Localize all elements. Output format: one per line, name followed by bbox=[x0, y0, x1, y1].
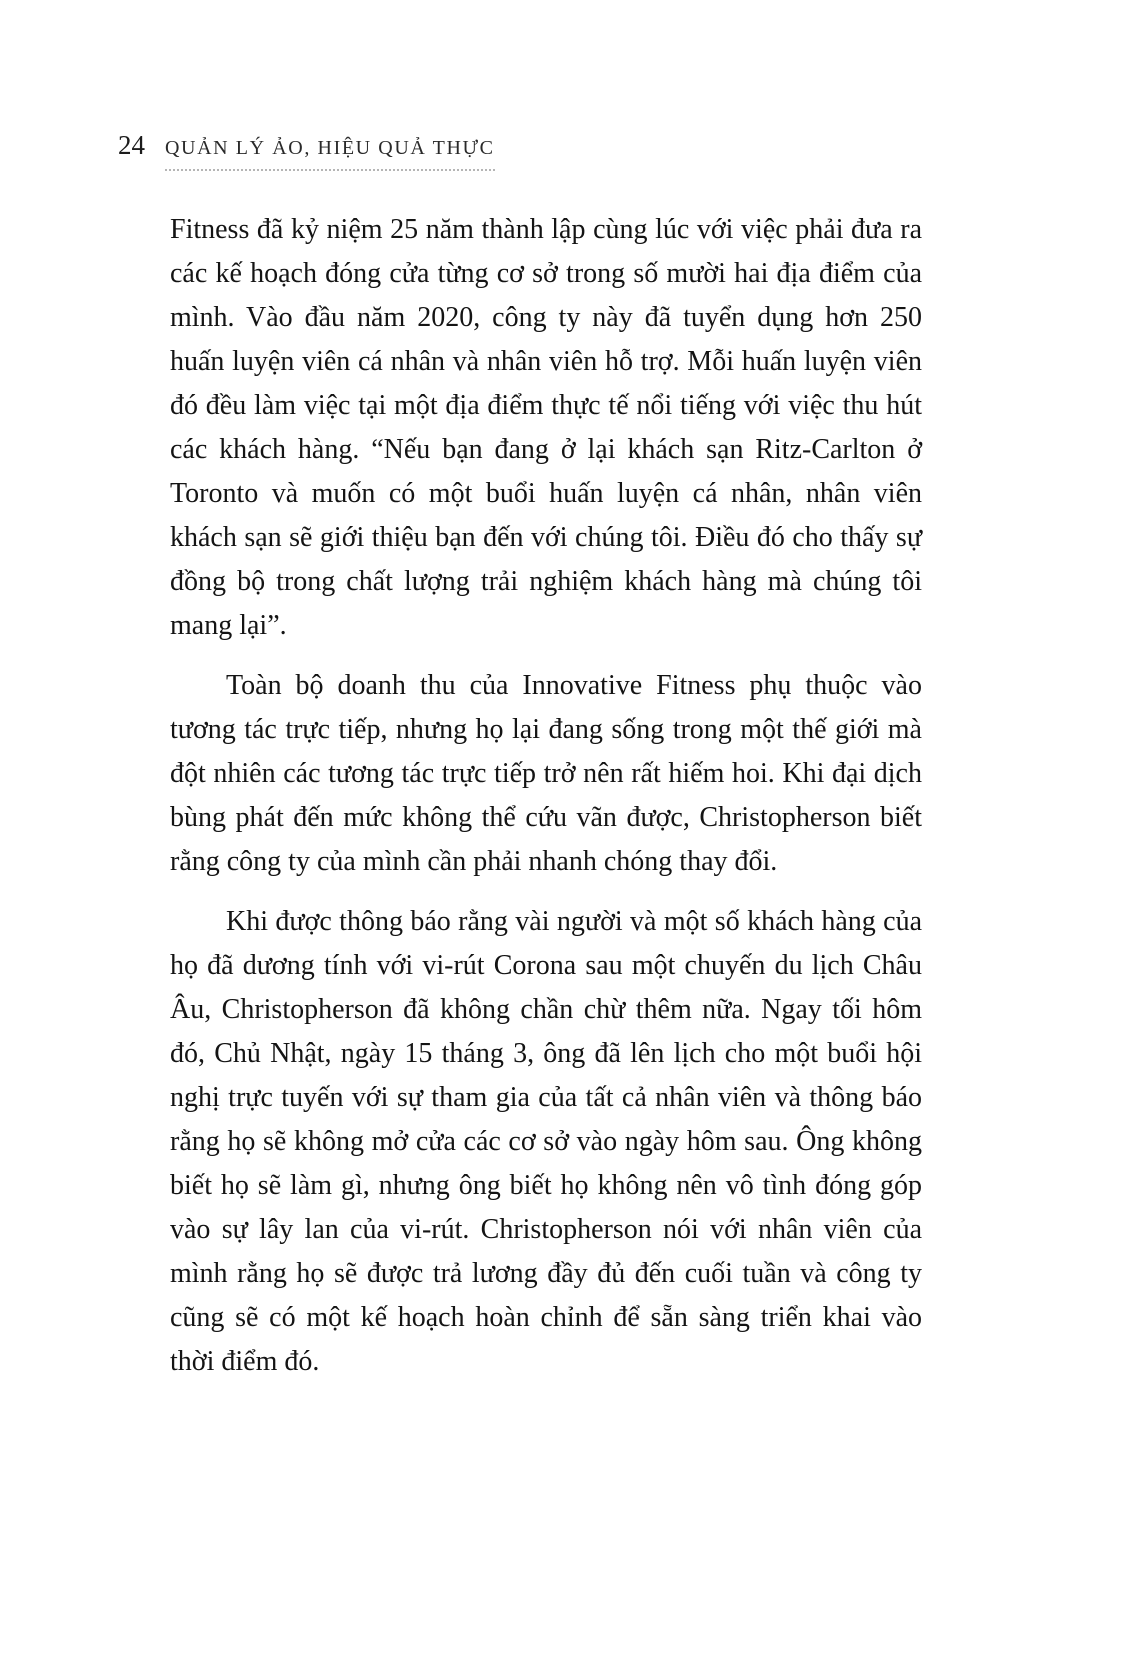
page-header bbox=[118, 130, 495, 171]
paragraph: Fitness đã kỷ niệm 25 năm thành lập cùng lúc với việc phải đưa ra các kế hoạch đóng cửa từng cơ sở trong số mười hai địa điểm của mình. Vào đầu năm 2020, công ty này đã tuyển dụng hơn 250 huấn luyện viên cá nhân và nhân viên hỗ trợ. Mỗi huấn luyện viên đó đều làm việc tại một địa điểm thực tế nổi tiếng với việc thu hút các khách hàng. “Nếu bạn đang ở lại khách sạn Ritz-Carlton ở Toronto và muốn có một buổi huấn luyện cá nhân, nhân viên khách sạn sẽ giới thiệu bạn đến với chúng tôi. Điều đó cho thấy sự đồng bộ trong chất lượng trải nghiệm khách hàng mà chúng tôi mang lại”. bbox=[170, 214, 922, 641]
body-text bbox=[170, 208, 922, 1400]
paragraph: Toàn bộ doanh thu của Innovative Fitness phụ thuộc vào tương tác trực tiếp, nhưng họ lại đang sống trong một thế giới mà đột nhiên các tương tác trực tiếp trở nên rất hiếm hoi. Khi đại dịch bùng phát đến mức không thể cứu vãn được, Christopherson biết rằng công ty của mình cần phải nhanh chóng thay đổi. bbox=[170, 670, 922, 877]
paragraph: Khi được thông báo rằng vài người và một số khách hàng của họ đã dương tính với vi-rút Corona sau một chuyến du lịch Châu Âu, Christopherson đã không chần chừ thêm nữa. Ngay tối hôm đó, Chủ Nhật, ngày 15 tháng 3, ông đã lên lịch cho một buổi hội nghị trực tuyến với sự tham gia của tất cả nhân viên và thông báo rằng họ sẽ không mở cửa các cơ sở vào ngày hôm sau. Ông không biết họ sẽ làm gì, nhưng ông biết họ không nên vô tình đóng góp vào sự lây lan của vi-rút. Christopherson nói với nhân viên của mình rằng họ sẽ được trả lương đầy đủ đến cuối tuần và công ty cũng sẽ có một kế hoạch hoàn chỉnh để sẵn sàng triển khai vào thời điểm đó. bbox=[170, 906, 922, 1377]
running-header: QUẢN LÝ ẢO, HIỆU QUẢ THỰC bbox=[165, 137, 495, 171]
page-number: 24 bbox=[118, 130, 145, 160]
